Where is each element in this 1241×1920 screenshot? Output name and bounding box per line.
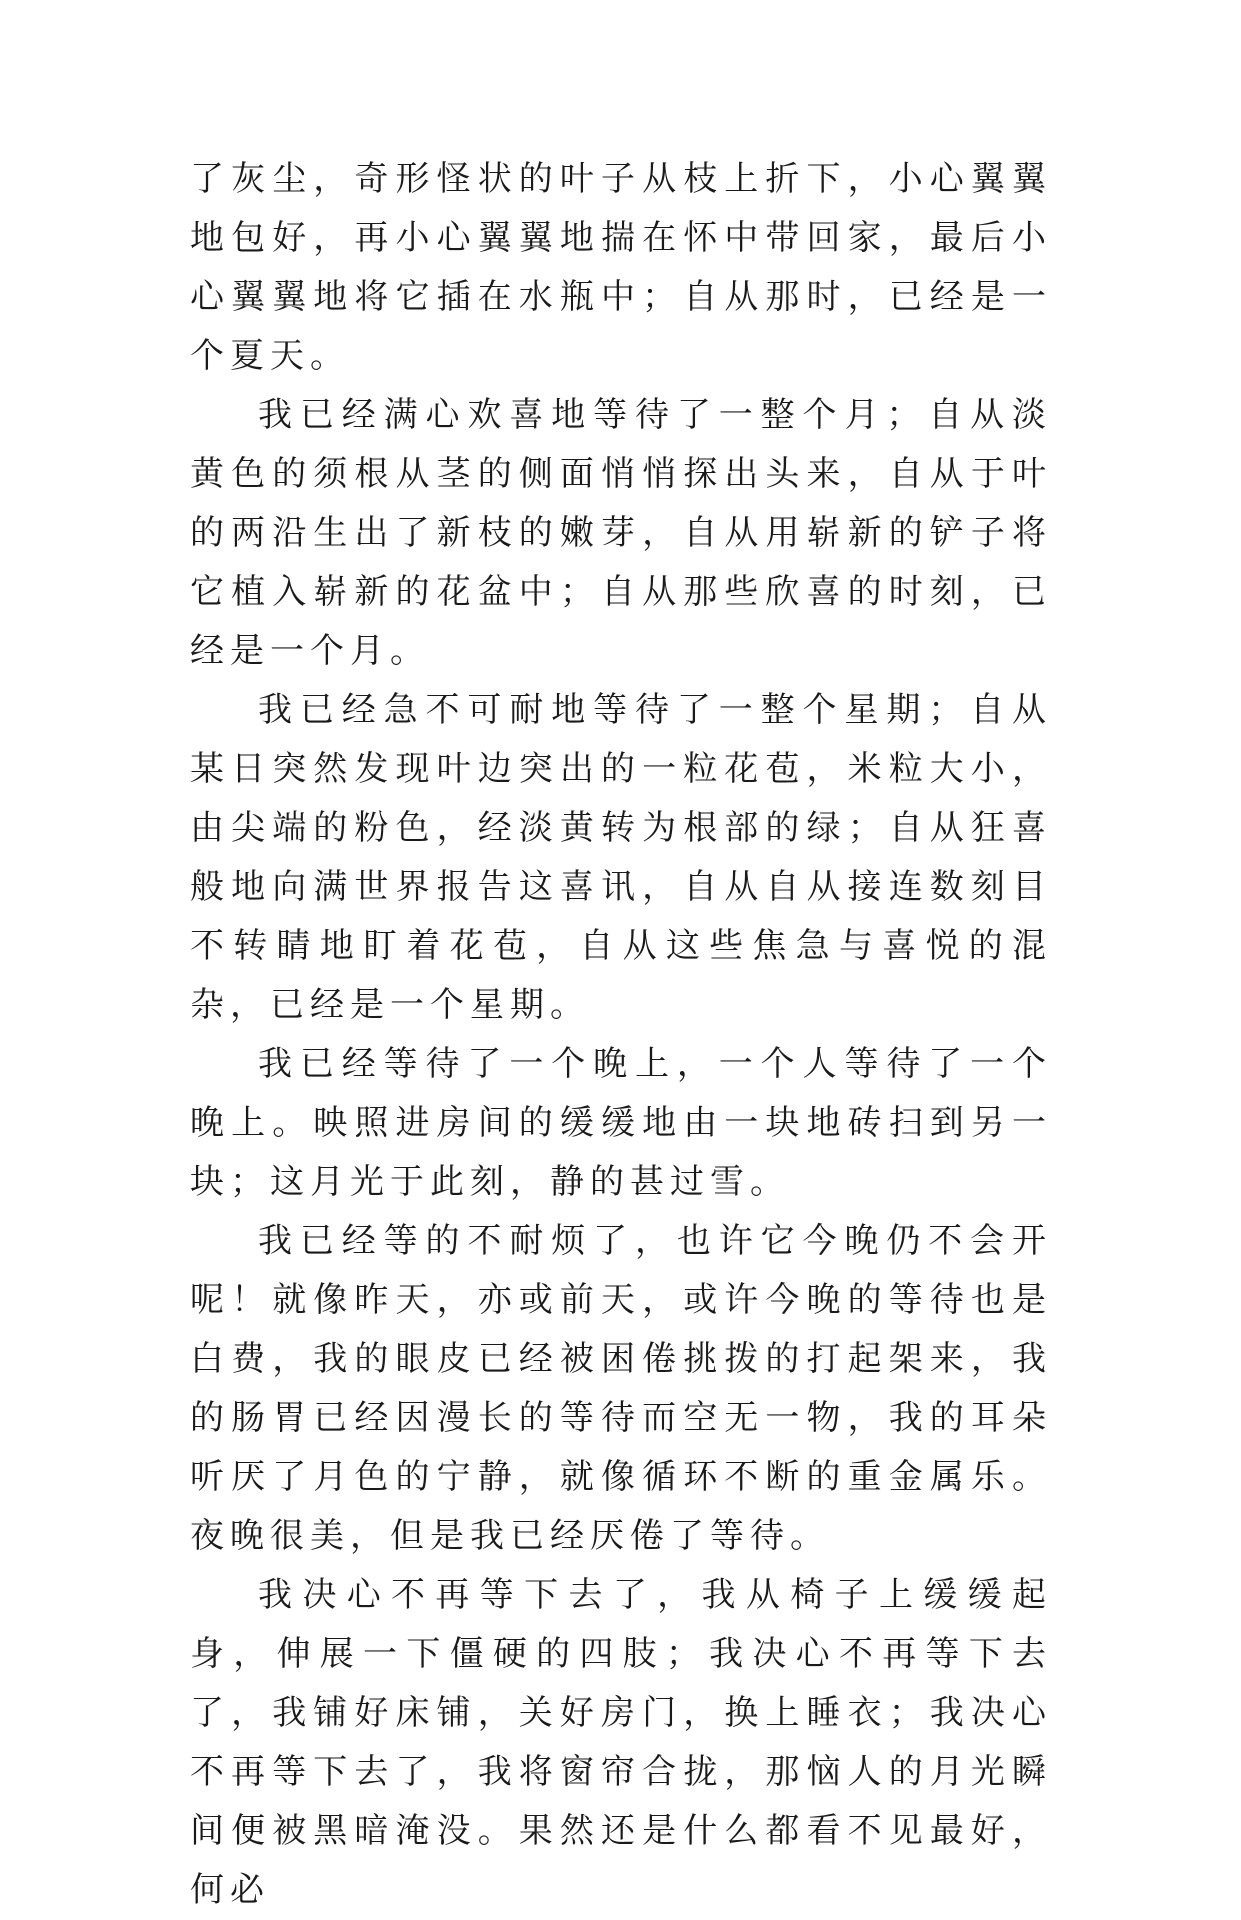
paragraph: 我已经等的不耐烦了，也许它今晚仍不会开呢！就像昨天，亦或前天，或许今晚的等待也是白费，我的眼皮已经被困倦挑拨的打起架来，我的肠胃已经因漫长的等待而空无一物，我的耳朵听厌了月色的宁静，就像循环不断的重金属乐。夜晚很美，但是我已经厌倦了等待。 (190, 1221, 1052, 1556)
paragraph-continued: 了灰尘，奇形怪状的叶子从枝上折下，小心翼翼地包好，再小心翼翼地揣在怀中带回家，最后小心翼翼地将它插在水瓶中；自从那时，已经是一个夏天。 (190, 159, 1052, 376)
paragraph: 我已经满心欢喜地等待了一整个月；自从淡黄色的须根从茎的侧面悄悄探出头来，自从于叶的两沿生出了新枝的嫩芽，自从用崭新的铲子将它植入崭新的花盆中；自从那些欣喜的时刻，已经是一个月。 (190, 395, 1052, 671)
paragraph: 我已经等待了一个晚上，一个人等待了一个晚上。映照进房间的缓缓地由一块地砖扫到另一块；这月光于此刻，静的甚过雪。 (190, 1044, 1052, 1202)
paragraph: 我已经急不可耐地等待了一整个星期；自从某日突然发现叶边突出的一粒花苞，米粒大小，由尖端的粉色，经淡黄转为根部的绿；自从狂喜般地向满世界报告这喜讯，自从自从接连数刻目不转睛地盯着花苞，自从这些焦急与喜悦的混杂，已经是一个星期。 (190, 690, 1052, 1025)
document-page (190, 150, 1052, 1920)
paragraph: 我决心不再等下去了，我从椅子上缓缓起身，伸展一下僵硬的四肢；我决心不再等下去了，我铺好床铺，关好房门，换上睡衣；我决心不再等下去了，我将窗帘合拢，那恼人的月光瞬间便被黑暗淹没。果然还是什么都看不见最好，何必 (190, 1575, 1052, 1910)
